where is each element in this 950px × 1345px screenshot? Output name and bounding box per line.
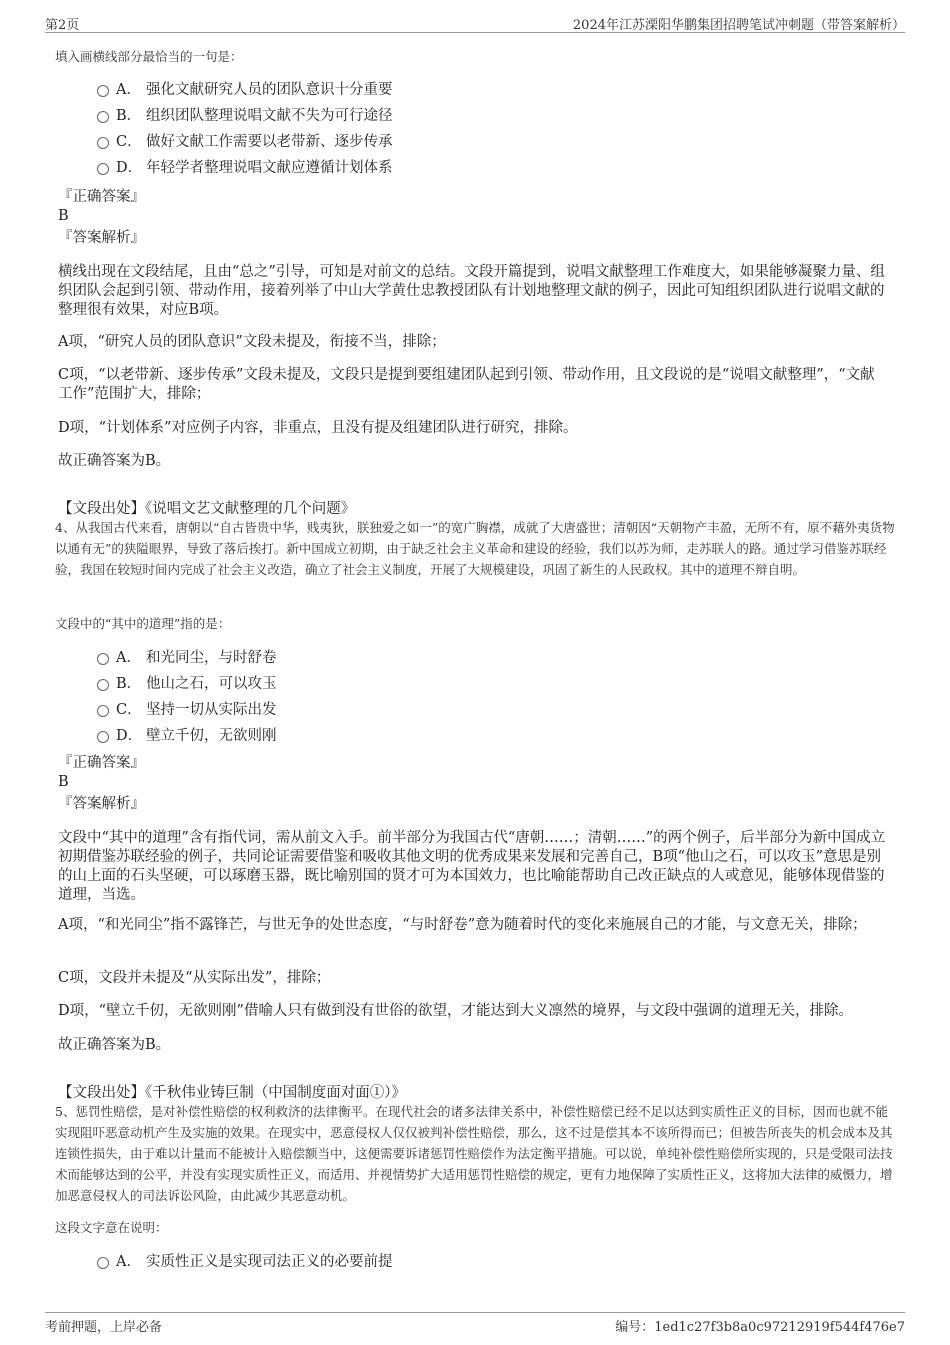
q3-analysis-a: A项，“研究人员的团队意识”文段未提及，衔接不当，排除； — [58, 334, 446, 350]
q4-source: 【文段出处】《千秋伟业铸巨制（中国制度面对面①）》 — [58, 1084, 406, 1101]
radio-icon[interactable] — [97, 163, 109, 175]
document-code: 编号：1ed1c27f3b8a0c97212919f544f476e7 — [615, 1320, 905, 1335]
q3-analysis-label: 『答案解析』 — [58, 230, 145, 246]
q4-stem: 4、从我国古代来看，唐朝以“自古皆贵中华，贱夷狄，朕独爱之如一”的宽广胸襟，成就了大唐盛世；清朝因“天朝物产丰盈，无所不有，原不藉外夷货物以通有无”的狭隘眼界，导致了落后挨打。新中国成立初期，由于缺乏社会主义革命和建设的经验，我们以苏为师，走苏联人的路。通过学习借鉴苏联经验，我国在较短时间内完成了社会主义改造，确立了社会主义制度，开展了大规模建设，巩固了新生的人民政权。其中的道理不辩自明。 — [55, 520, 895, 577]
q5-prompt: 这段文字意在说明： — [55, 1220, 168, 1235]
q3-analysis-d: D项，“计划体系”对应例子内容，非重点，且没有提及组建团队进行研究，排除。 — [58, 420, 578, 436]
radio-icon[interactable] — [97, 705, 109, 717]
q5-option-a[interactable]: A． 实质性正义是实现司法正义的必要前提 — [97, 1253, 393, 1273]
radio-icon[interactable] — [97, 679, 109, 691]
radio-icon[interactable] — [97, 1257, 109, 1269]
q4-option-c[interactable]: C． 坚持一切从实际出发 — [97, 701, 277, 721]
q3-analysis-main: 横线出现在文段结尾，且由“总之”引导，可知是对前文的总结。文段开篇提到，说唱文献整理工作难度大，如果能够凝聚力量、组织团队会起到引领、带动作用，接着列举了中山大学黄仕忠教授团队有计划地整理文献的例子，因此可知组织团队进行说唱文献的整理很有效果，对应B项。 — [58, 264, 885, 318]
page-number: 第2页 — [45, 18, 80, 33]
radio-icon[interactable] — [97, 111, 109, 123]
q3-answer: B — [58, 208, 69, 224]
q3-analysis-c: C项，“以老带新、逐步传承”文段未提及，文段只是提到要组建团队起到引领、带动作用，且文段说的是“说唱文献整理”，“文献工作”范围扩大，排除； — [58, 367, 875, 402]
q3-source: 【文段出处】《说唱文艺文献整理的几个问题》 — [58, 500, 356, 517]
q4-option-a[interactable]: A． 和光同尘，与时舒卷 — [97, 649, 277, 669]
q4-prompt: 文段中的“其中的道理”指的是： — [55, 616, 231, 631]
radio-icon[interactable] — [97, 85, 109, 97]
q4-option-d[interactable]: D． 壁立千仞，无欲则刚 — [97, 727, 277, 747]
q3-option-a[interactable]: A． 强化文献研究人员的团队意识十分重要 — [97, 81, 393, 101]
q4-analysis-a: A项，“和光同尘”指不露锋芒，与世无争的处世态度，“与时舒卷”意为随着时代的变化来施展自己的才能，与文意无关，排除； — [58, 917, 867, 933]
q3-prompt: 填入画横线部分最恰当的一句是： — [55, 49, 243, 64]
radio-icon[interactable] — [97, 653, 109, 665]
q3-option-c[interactable]: C． 做好文献工作需要以老带新、逐步传承 — [97, 133, 393, 153]
q3-conclusion: 故正确答案为B。 — [58, 453, 171, 469]
q4-analysis-main: 文段中“其中的道理”含有指代词，需从前文入手。前半部分为我国古代“唐朝……；清朝……”的两个例子，后半部分为新中国成立初期借鉴苏联经验的例子，共同论证需要借鉴和吸收其他文明的优秀成果来发展和完善自己，B项“他山之石，可以攻玉”意思是别的山上面的石头坚硬，可以琢磨玉器，既比喻别国的贤才可为本国效力，也比喻能帮助自己改正缺点的人或意见，能够体现借鉴的道理，当选。 — [58, 830, 886, 903]
radio-icon[interactable] — [97, 731, 109, 743]
q4-analysis-d: D项，“壁立千仞，无欲则刚”借喻人只有做到没有世俗的欲望，才能达到大义凛然的境界，与文段中强调的道理无关，排除。 — [58, 1003, 853, 1019]
q3-option-b[interactable]: B． 组织团队整理说唱文献不失为可行途径 — [97, 107, 393, 127]
q4-answer: B — [58, 774, 69, 790]
q3-answer-label: 『正确答案』 — [58, 189, 145, 205]
q3-option-d[interactable]: D． 年轻学者整理说唱文献应遵循计划体系 — [97, 159, 393, 179]
q4-option-b[interactable]: B． 他山之石，可以攻玉 — [97, 675, 277, 695]
footer-slogan: 考前押题，上岸必备 — [45, 1320, 163, 1335]
radio-icon[interactable] — [97, 137, 109, 149]
q4-analysis-c: C项，文段并未提及“从实际出发”，排除； — [58, 970, 331, 986]
q4-analysis-label: 『答案解析』 — [58, 796, 145, 812]
q4-answer-label: 『正确答案』 — [58, 755, 145, 771]
page-footer — [45, 1312, 905, 1337]
page-header — [45, 12, 905, 33]
q5-stem: 5、惩罚性赔偿，是对补偿性赔偿的权利救济的法律衡平。在现代社会的诸多法律关系中，补偿性赔偿已经不足以达到实质性正义的目标，因而也就不能实现阻吓恶意动机产生及实施的效果。在现实中，恶意侵权人仅仅被判补偿性赔偿，那么，这不过是偿其本不该所得而已；但被告所丧失的机会成本及其连锁性损失，由于难以计量而不能被计入赔偿额当中，这便需要诉诸惩罚性赔偿作为法定衡平措施。可以说，单纯补偿性赔偿所实现的，只是受限司法技术而能够达到的公平，并没有实现实质性正义，而适用、并视情势扩大适用惩罚性赔偿的规定，更有力地保障了实质性正义，这将加大法律的威慑力，增加恶意侵权人的司法诉讼风险，由此减少其恶意动机。 — [55, 1104, 893, 1203]
q4-conclusion: 故正确答案为B。 — [58, 1037, 171, 1053]
document-title: 2024年江苏溧阳华鹏集团招聘笔试冲刺题（带答案解析） — [572, 18, 905, 33]
